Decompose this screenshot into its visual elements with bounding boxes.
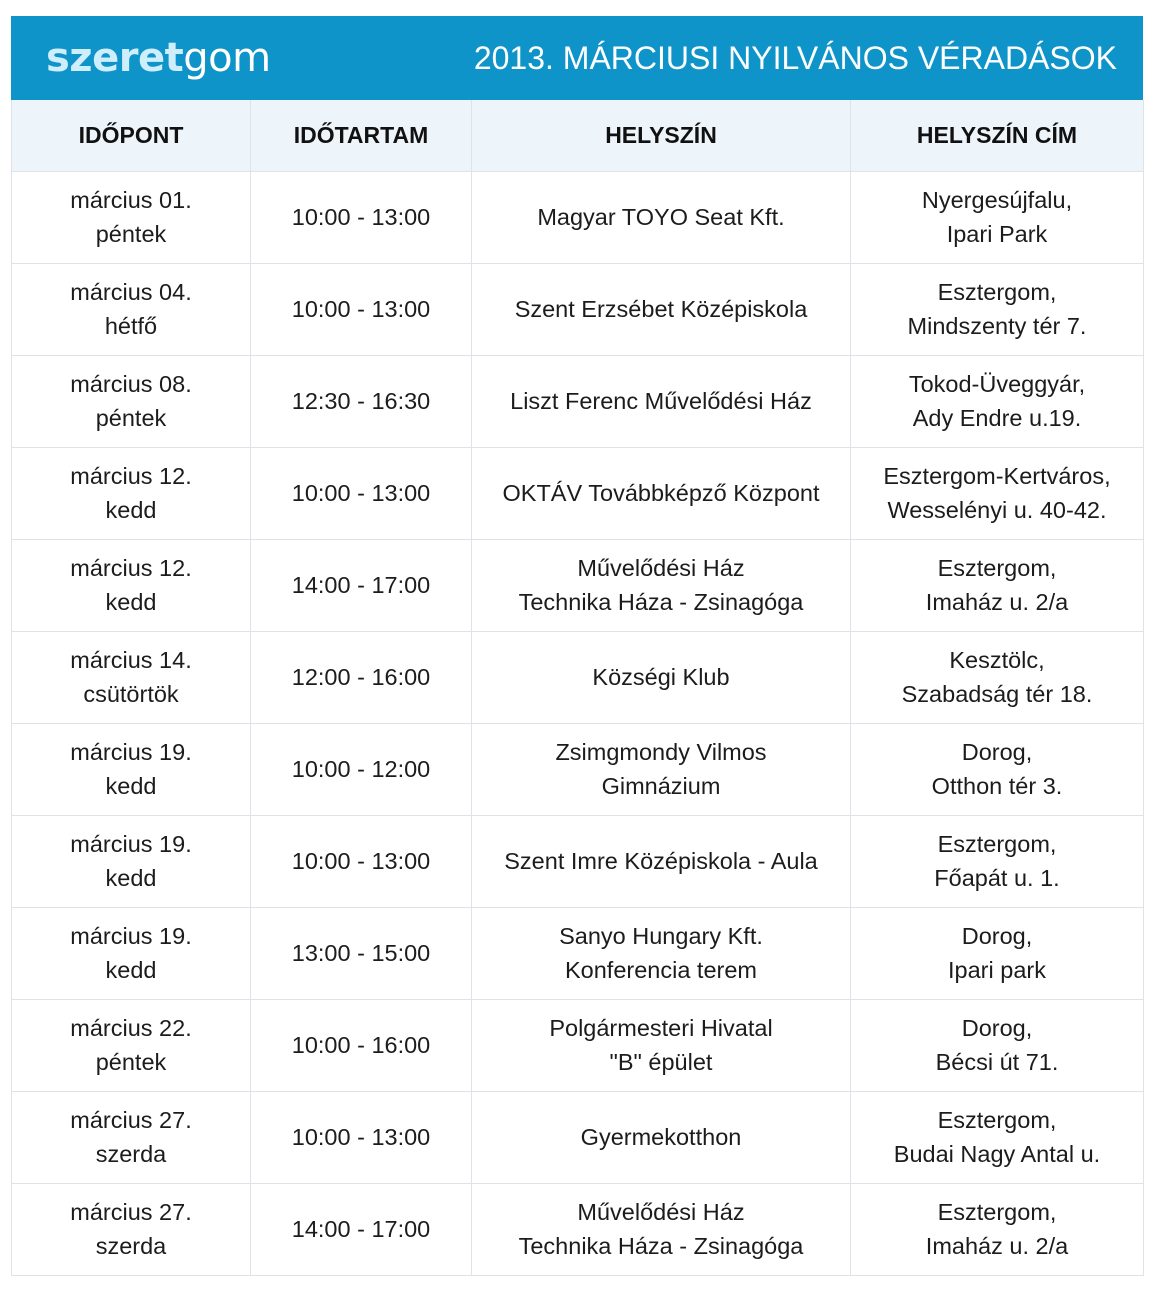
date-text: március 08. [70,371,192,397]
time-range-text: 14:00 - 17:00 [291,1216,431,1242]
location-cell [472,723,851,815]
time-range-text: 10:00 - 13:00 [291,848,431,874]
time-range-text: 10:00 - 13:00 [291,480,431,506]
date-text: március 04. [70,279,192,305]
address-cell [851,1091,1144,1183]
date-cell [12,1091,251,1183]
address-text: Ipari park [948,957,1046,983]
location-cell [472,907,851,999]
address-text: Mindszenty tér 7. [907,313,1087,339]
schedule-poster [11,16,1143,1276]
location-text: Gyermekotthon [580,1124,742,1150]
address-text: Wesselényi u. 40-42. [887,497,1107,523]
duration-cell [251,171,472,263]
address-text: Esztergom, [937,1107,1057,1133]
page-title: 2013. MÁRCIUSI NYILVÁNOS VÉRADÁSOK [473,39,1117,76]
column-header-location: HELYSZÍN [472,100,851,171]
location-text: Konferencia terem [564,957,758,983]
date-cell [12,539,251,631]
date-text: március 14. [70,647,192,673]
address-text: Dorog, [961,923,1033,949]
address-text: Budai Nagy Antal u. [893,1141,1101,1167]
weekday-text: kedd [105,589,157,615]
date-cell [12,171,251,263]
address-text: Otthon tér 3. [931,773,1063,799]
location-text: Művelődési Ház [577,1199,745,1225]
date-text: március 27. [70,1107,192,1133]
duration-cell [251,263,472,355]
date-cell [12,999,251,1091]
duration-cell [251,907,472,999]
address-cell [851,355,1144,447]
location-cell [472,1183,851,1275]
date-text: március 12. [70,555,192,581]
location-cell [472,1091,851,1183]
weekday-text: kedd [105,497,157,523]
address-cell [851,1183,1144,1275]
address-text: Bécsi út 71. [935,1049,1059,1075]
table-row [12,263,1144,355]
table-row [12,1091,1144,1183]
location-text: Technika Háza - Zsinagóga [518,589,804,615]
duration-cell [251,815,472,907]
location-text: Művelődési Ház [577,555,745,581]
weekday-text: péntek [95,405,167,431]
location-text: "B" épület [609,1049,713,1075]
address-cell [851,999,1144,1091]
location-text: Zsimgmondy Vilmos [555,739,767,765]
time-range-text: 10:00 - 13:00 [291,1124,431,1150]
table-row [12,1183,1144,1275]
location-text: OKTÁV Továbbképző Központ [502,480,820,506]
duration-cell [251,355,472,447]
table-row [12,171,1144,263]
duration-cell [251,631,472,723]
logo-text-szeret: szeret [46,35,184,81]
address-text: Nyergesújfalu, [921,187,1073,213]
location-text: Polgármesteri Hivatal [549,1015,773,1041]
address-text: Főapát u. 1. [934,865,1060,891]
time-range-text: 13:00 - 15:00 [291,940,431,966]
weekday-text: szerda [95,1141,167,1167]
address-text: Dorog, [961,739,1033,765]
address-text: Esztergom-Kertváros, [883,463,1111,489]
address-cell [851,723,1144,815]
location-cell [472,355,851,447]
date-cell [12,907,251,999]
date-cell [12,355,251,447]
date-text: március 19. [70,923,192,949]
address-cell [851,171,1144,263]
location-cell [472,999,851,1091]
date-text: március 22. [70,1015,192,1041]
time-range-text: 12:00 - 16:00 [291,664,431,690]
location-cell [472,539,851,631]
weekday-text: péntek [95,1049,167,1075]
date-text: március 27. [70,1199,192,1225]
date-cell [12,631,251,723]
address-text: Esztergom, [937,555,1057,581]
column-header-time: IDŐPONT [12,100,251,171]
duration-cell [251,999,472,1091]
weekday-text: kedd [105,773,157,799]
table-row [12,539,1144,631]
date-cell [12,1183,251,1275]
location-cell [472,171,851,263]
weekday-text: szerda [95,1233,167,1259]
address-text: Esztergom, [937,831,1057,857]
time-range-text: 10:00 - 12:00 [291,756,431,782]
location-text: Technika Háza - Zsinagóga [518,1233,804,1259]
time-range-text: 12:30 - 16:30 [291,388,431,414]
weekday-text: kedd [105,865,157,891]
duration-cell [251,1091,472,1183]
address-text: Kesztölc, [949,647,1045,673]
time-range-text: 10:00 - 13:00 [291,204,431,230]
address-text: Esztergom, [937,279,1057,305]
address-text: Dorog, [961,1015,1033,1041]
weekday-text: csütörtök [83,681,179,707]
table-row [12,723,1144,815]
szeretgom-logo [46,35,271,81]
time-range-text: 14:00 - 17:00 [291,572,431,598]
duration-cell [251,539,472,631]
date-text: március 19. [70,739,192,765]
column-header-address: HELYSZÍN CÍM [851,100,1144,171]
location-text: Községi Klub [592,664,730,690]
location-text: Magyar TOYO Seat Kft. [537,204,785,230]
address-text: Tokod-Üveggyár, [908,371,1086,397]
table-header-row [12,100,1144,171]
duration-cell [251,1183,472,1275]
weekday-text: kedd [105,957,157,983]
date-text: március 12. [70,463,192,489]
address-cell [851,539,1144,631]
address-text: Ipari Park [946,221,1048,247]
duration-cell [251,723,472,815]
date-cell [12,815,251,907]
table-row [12,907,1144,999]
date-text: március 19. [70,831,192,857]
location-text: Liszt Ferenc Művelődési Ház [510,388,812,414]
weekday-text: péntek [95,221,167,247]
address-cell [851,631,1144,723]
address-cell [851,815,1144,907]
date-cell [12,723,251,815]
location-text: Szent Imre Középiskola - Aula [504,848,818,874]
donation-schedule-table [11,100,1144,1276]
time-range-text: 10:00 - 16:00 [291,1032,431,1058]
column-header-duration: IDŐTARTAM [251,100,472,171]
table-row [12,447,1144,539]
address-cell [851,907,1144,999]
address-text: Imaház u. 2/a [925,589,1069,615]
date-text: március 01. [70,187,192,213]
location-text: Gimnázium [601,773,721,799]
table-row [12,999,1144,1091]
location-cell [472,447,851,539]
address-text: Szabadság tér 18. [901,681,1093,707]
address-cell [851,447,1144,539]
address-text: Esztergom, [937,1199,1057,1225]
address-cell [851,263,1144,355]
table-row [12,355,1144,447]
time-range-text: 10:00 - 13:00 [291,296,431,322]
location-cell [472,631,851,723]
date-cell [12,447,251,539]
table-row [12,631,1144,723]
address-text: Imaház u. 2/a [925,1233,1069,1259]
logo-text-gom: gom [183,35,271,81]
weekday-text: hétfő [104,313,158,339]
address-text: Ady Endre u.19. [912,405,1082,431]
duration-cell [251,447,472,539]
location-text: Szent Erzsébet Középiskola [514,296,808,322]
location-cell [472,263,851,355]
date-cell [12,263,251,355]
location-cell [472,815,851,907]
table-body [12,171,1144,1275]
header-banner [11,16,1143,100]
table-row [12,815,1144,907]
location-text: Sanyo Hungary Kft. [559,923,763,949]
